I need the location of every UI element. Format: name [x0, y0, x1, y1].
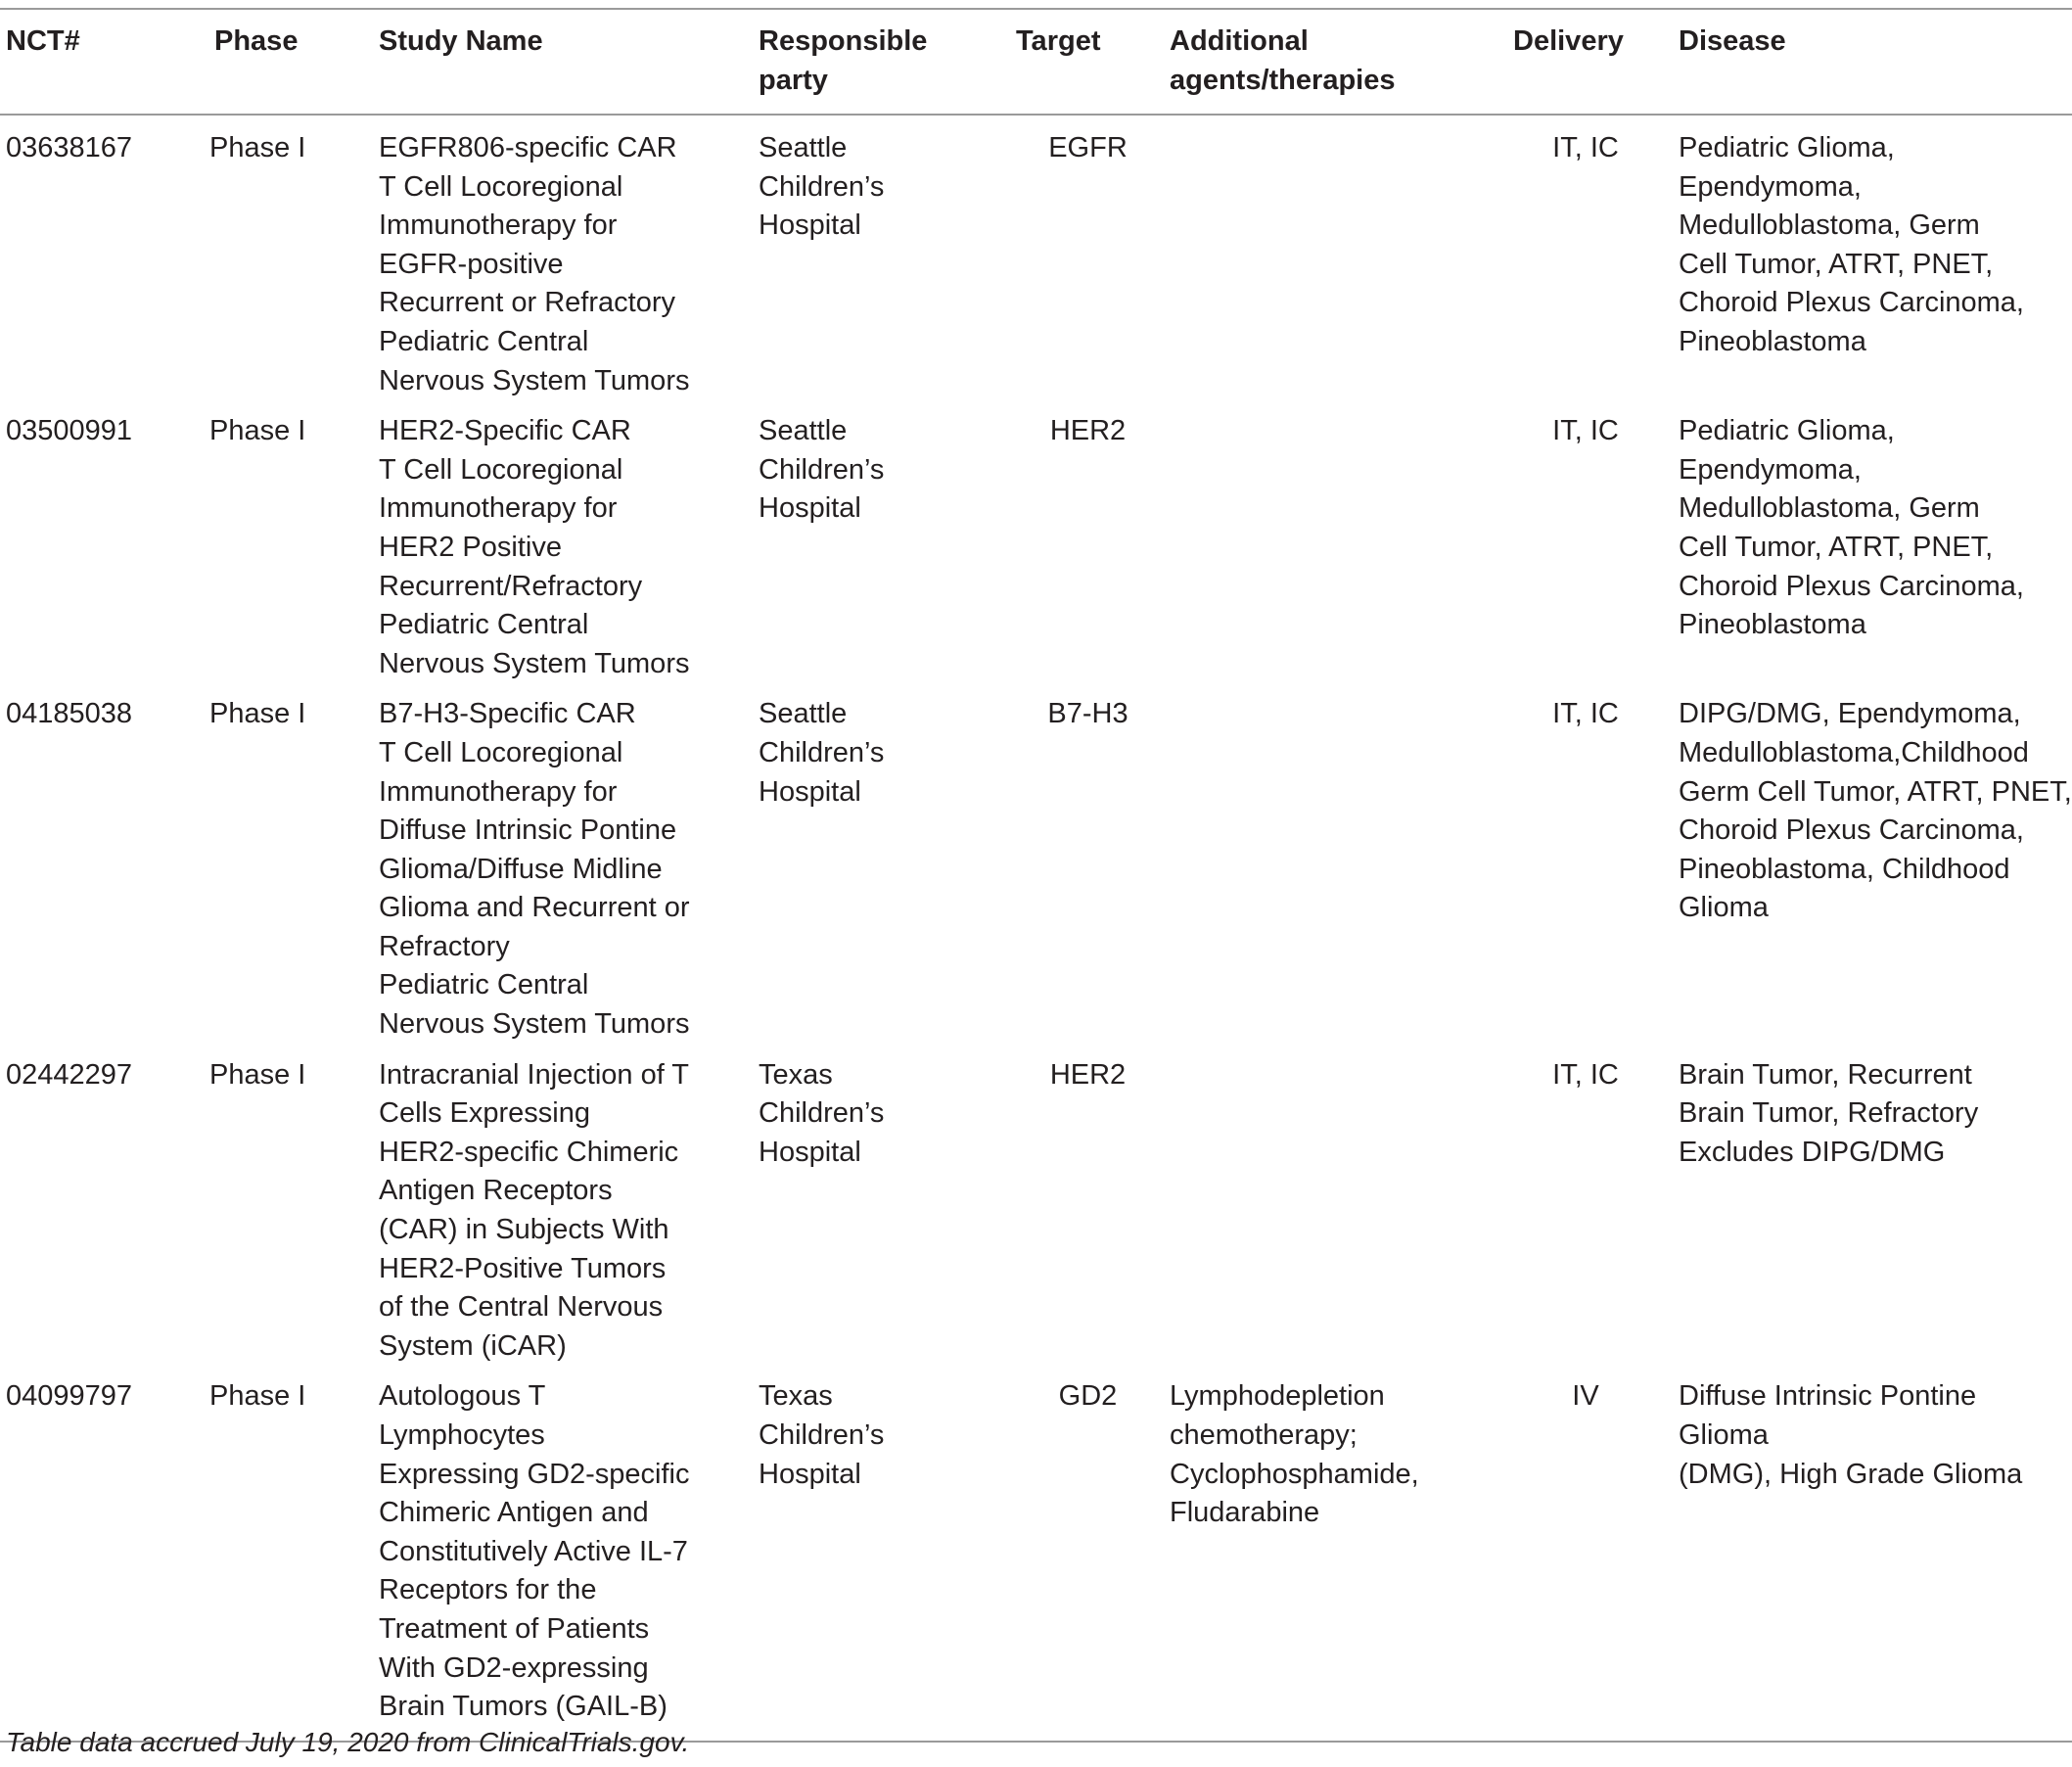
cell-delivery: IT, IC — [1552, 415, 1619, 447]
cell-delivery: IT, IC — [1552, 1058, 1619, 1091]
cell-responsible-party: Seattle Children’s Hospital — [759, 698, 885, 808]
cell-study-name: B7-H3-Specific CAR T Cell Locoregional Immunotherapy for Diffuse Intrinsic Pontine Glioma/Diffuse Midline Glioma and Recurrent or Refractory Pediatric Central Nervous System Tumors — [379, 698, 690, 1041]
cell-phase: Phase I — [209, 1058, 306, 1091]
cell-disease: Brain Tumor, Recurrent Brain Tumor, Refractory Excludes DIPG/DMG — [1679, 1058, 1979, 1168]
cell-additional-agents — [1170, 1050, 1493, 1372]
cell-target: HER2 — [1049, 415, 1127, 447]
clinical-trials-table — [0, 8, 2072, 1743]
cell-study-name: HER2-Specific CAR T Cell Locoregional Immunotherapy for HER2 Positive Recurrent/Refractory Pediatric Central Nervous System Tumors — [379, 415, 690, 679]
header-additional-agents: Additional agents/therapies — [1170, 9, 1493, 115]
header-target: Target — [1006, 9, 1170, 115]
cell-delivery: IV — [1493, 1372, 1679, 1741]
cell-nct: 02442297 — [6, 1058, 133, 1091]
cell-disease: Diffuse Intrinsic Pontine Glioma (DMG), High Grade Glioma — [1679, 1372, 2072, 1741]
cell-additional-agents — [1170, 689, 1493, 1049]
table-body — [0, 115, 2072, 1742]
cell-disease: DIPG/DMG, Ependymoma, Medulloblastoma,Childhood Germ Cell Tumor, ATRT, PNET, Choroid Plexus Carcinoma, Pineoblastoma, Childhood Glioma — [1679, 698, 2072, 924]
cell-disease: Pediatric Glioma, Ependymoma, Medulloblastoma, Germ Cell Tumor, ATRT, PNET, Choroid Plexus Carcinoma, Pineoblastoma — [1679, 132, 2024, 357]
cell-delivery: IT, IC — [1552, 132, 1619, 163]
header-phase: Phase — [209, 9, 379, 115]
table-footnote: Table data accrued July 19, 2020 from ClinicalTrials.gov. — [6, 1727, 690, 1757]
cell-additional-agents: Lymphodepletion chemotherapy; Cyclophosphamide, Fludarabine — [1170, 1372, 1493, 1741]
cell-nct: 03500991 — [6, 415, 133, 447]
cell-study-name: Autologous T Lymphocytes Expressing GD2-specific Chimeric Antigen and Constitutively Active IL-7 Receptors for the Treatment of Patients With GD2-expressing Brain Tumors (GAIL-B) — [379, 1372, 759, 1741]
header-responsible-party: Responsible party — [759, 9, 1006, 115]
table-row — [0, 1050, 2072, 1372]
cell-study-name: EGFR806-specific CAR T Cell Locoregional Immunotherapy for EGFR-positive Recurrent or Refractory Pediatric Central Nervous System Tumors — [379, 132, 690, 396]
cell-nct: 03638167 — [6, 132, 133, 163]
cell-additional-agents — [1170, 406, 1493, 689]
cell-phase: Phase I — [209, 415, 306, 447]
table-row — [0, 406, 2072, 689]
table-row — [0, 1372, 2072, 1741]
header-nct: NCT# — [0, 9, 209, 115]
cell-nct: 04099797 — [0, 1372, 209, 1741]
header-delivery: Delivery — [1493, 9, 1679, 115]
cell-target: GD2 — [1006, 1372, 1170, 1741]
cell-responsible-party: Seattle Children’s Hospital — [759, 132, 885, 242]
table-header — [0, 9, 2072, 115]
cell-disease: Pediatric Glioma, Ependymoma, Medulloblastoma, Germ Cell Tumor, ATRT, PNET, Choroid Plexus Carcinoma, Pineoblastoma — [1679, 415, 2024, 641]
cell-study-name: Intracranial Injection of T Cells Expressing HER2-specific Chimeric Antigen Receptors (CAR) in Subjects With HER2-Positive Tumors of the Central Nervous System (iCAR) — [379, 1058, 690, 1362]
cell-responsible-party: Seattle Children’s Hospital — [759, 415, 885, 525]
header-row — [0, 9, 2072, 115]
cell-phase: Phase I — [209, 1372, 379, 1741]
cell-delivery: IT, IC — [1552, 698, 1619, 730]
header-disease: Disease — [1679, 9, 2072, 115]
cell-phase: Phase I — [209, 698, 306, 730]
cell-target: HER2 — [1049, 1058, 1127, 1091]
header-study-name: Study Name — [379, 9, 759, 115]
cell-responsible-party: Texas Children’s Hospital — [759, 1372, 1006, 1741]
cell-nct: 04185038 — [6, 698, 133, 730]
cell-target: EGFR — [1048, 132, 1128, 163]
cell-additional-agents — [1170, 115, 1493, 406]
clinical-trials-table-container — [0, 8, 2072, 1743]
cell-target: B7-H3 — [1047, 698, 1128, 730]
table-row — [0, 115, 2072, 406]
cell-responsible-party: Texas Children’s Hospital — [759, 1058, 885, 1168]
cell-phase: Phase I — [209, 132, 306, 163]
table-row — [0, 689, 2072, 1049]
